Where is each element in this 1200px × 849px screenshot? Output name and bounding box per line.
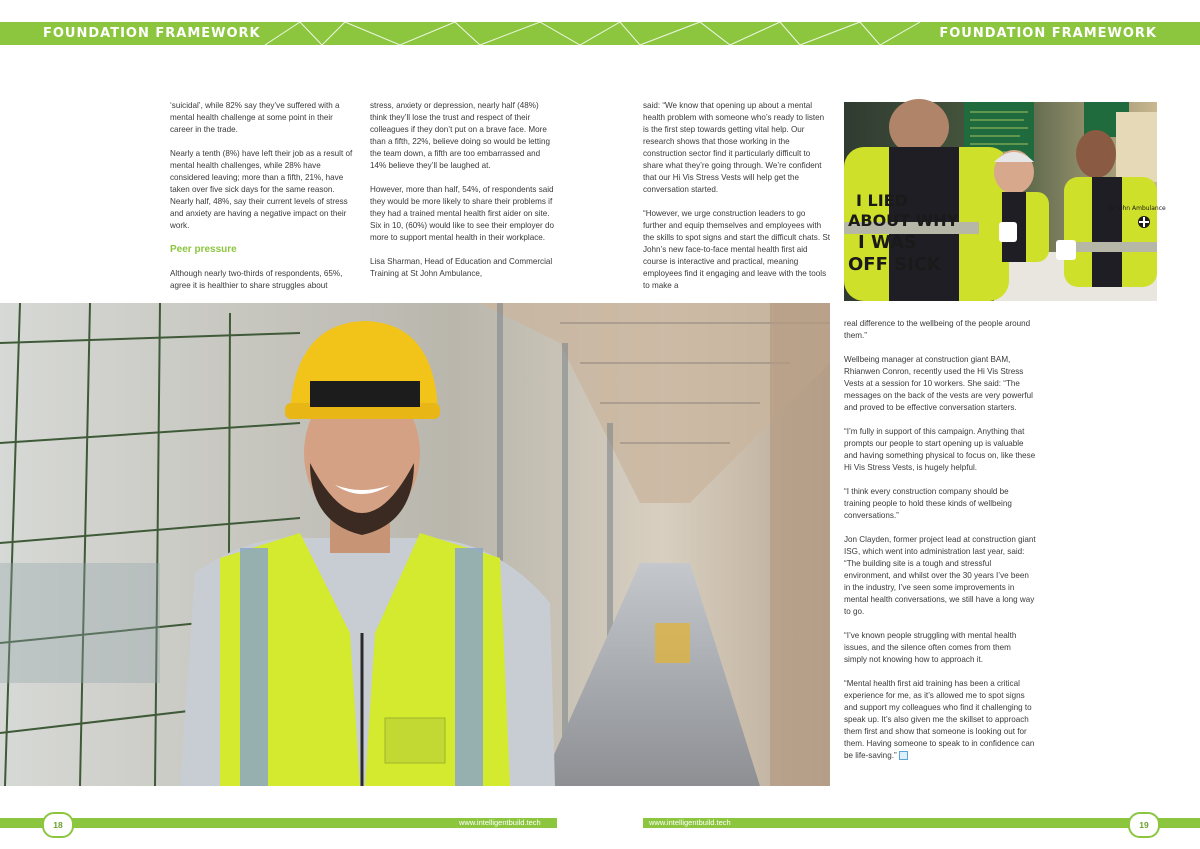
- subheading-peer-pressure: Peer pressure: [170, 244, 237, 255]
- paragraph: Lisa Sharman, Head of Education and Commercial Training at St John Ambulance,: [370, 257, 553, 278]
- section-title-right: FOUNDATION FRAMEWORK: [939, 26, 1157, 41]
- paragraph-text: “Mental health first aid training has been a critical experience for me, as it’s allowed me to spot signs and support my colleagues who find it challenging to speak up. It’s also given me the skillset to approach them first and show that someone is looking out for them. Having someone to speak to in confidence can be life-saving.”: [844, 679, 1035, 760]
- text-column-1: [170, 100, 358, 304]
- paragraph: However, more than half, 54%, of respondents said they would be more likely to share their problems if they had a trained mental health first aider on site. Six in 10, (60%) would like to see their employer do more to support mental health in their workplace.: [370, 185, 554, 242]
- photo-workers-in-cafe: [844, 102, 1166, 301]
- vest-slogan-line-2: ABOUT WHY: [848, 211, 959, 230]
- vest-logo-text: St John Ambulance: [1109, 205, 1166, 212]
- vest-slogan-line-3: I WAS: [858, 232, 917, 253]
- text-column-4: [844, 318, 1036, 774]
- end-of-article-icon: [899, 751, 908, 760]
- vest-slogan-line-1: I LIED: [856, 191, 908, 210]
- paragraph: Although nearly two-thirds of respondents, 65%, agree it is healthier to share struggles about: [170, 269, 343, 290]
- paragraph: “I’m fully in support of this campaign. Anything that prompts our people to start opening up is valuable and having something physical to focus on, like these Hi Vis Stress Vests, is hugely helpful.: [844, 427, 1036, 472]
- footer-url-right[interactable]: www.intelligentbuild.tech: [649, 818, 731, 827]
- paragraph: “I think every construction company should be training people to hold these kinds of wellbeing conversations.”: [844, 487, 1012, 520]
- paragraph: “However, we urge construction leaders to go further and equip themselves and employees with the skills to spot signs and start the difficult chats. St John’s new face-to-face mental health first aid course is interactive and practical, meaning employees find it engaging and leave with the tools to make a: [643, 209, 830, 290]
- closing-paragraph: [844, 678, 1036, 762]
- paragraph: Nearly a tenth (8%) have left their job as a result of mental health challenges, while 28% have considered leaving; more than a fifth, 21%, have taken over five sick days for the same reason. Nearly half, 48%, say their current levels of stress and anxiety are having a negative impact on their work.: [170, 149, 353, 230]
- section-title-left: FOUNDATION FRAMEWORK: [43, 26, 261, 41]
- paragraph: Wellbeing manager at construction giant BAM, Rhianwen Conron, recently used the Hi Vis Stress Vests at a session for 10 workers. She said: “The messages on the back of the vests are very powerful and proved to be effective conversation starters.: [844, 355, 1033, 412]
- photo-construction-worker: [0, 303, 830, 786]
- text-column-3: [643, 100, 831, 304]
- paragraph: real difference to the wellbeing of the people around them.”: [844, 319, 1031, 340]
- paragraph: ‘suicidal’, while 82% say they’ve suffered with a mental health challenge at some point in their career in the trade.: [170, 101, 340, 134]
- paragraph: Jon Clayden, former project lead at construction giant ISG, which went into administration last year, said: “The building site is a tough and stressful environment, and whilst over the 30 years I’ve been in the industry, I’ve seen some improvements in mental health conversations, we still have a long way to go.: [844, 535, 1036, 616]
- footer-url-left[interactable]: www.intelligentbuild.tech: [459, 818, 541, 827]
- paragraph: “I’ve known people struggling with mental health issues, and the silence often comes from them simply not knowing how to approach it.: [844, 631, 1017, 664]
- page-number-left: 18: [42, 812, 74, 838]
- vest-slogan-line-4: OFF SICK: [848, 254, 941, 275]
- paragraph: stress, anxiety or depression, nearly half (48%) think they’ll lose the trust and respect of their colleagues if they don’t put on a brave face. More than a fifth, 22%, believe doing so would be letting the team down, a fifth are too embarrassed and 14% believe they’ll be laughed at.: [370, 101, 550, 170]
- page-number-right: 19: [1128, 812, 1160, 838]
- text-column-2: [370, 100, 558, 292]
- paragraph: said: “We know that opening up about a mental health problem with someone who’s ready to listen is the first step towards getting vital help. Our research shows that those working in the construction sector find it particularly difficult to share what they’re going through. We’re confident that our Hi Vis Stress Vests will help get the conversation started.: [643, 101, 825, 194]
- st-john-cross-icon: [1138, 216, 1150, 228]
